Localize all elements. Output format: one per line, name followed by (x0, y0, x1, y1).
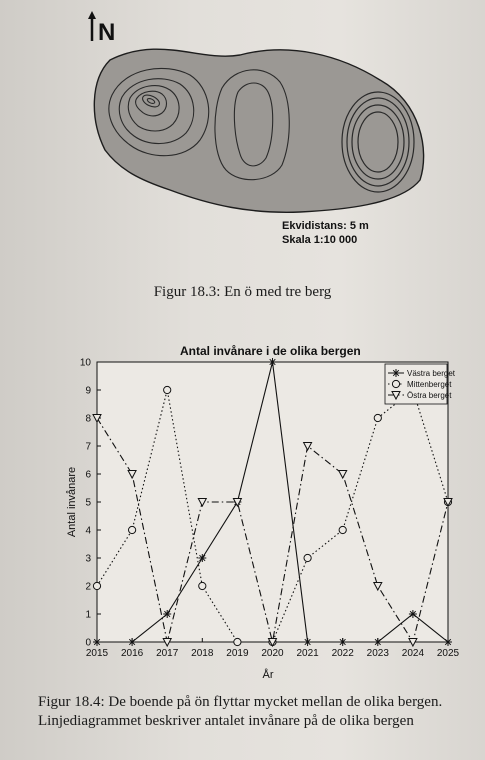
legend-marker (392, 369, 400, 377)
y-tick-label: 1 (85, 609, 91, 621)
data-point (93, 582, 100, 589)
data-point (129, 526, 136, 533)
x-tick-label: 2025 (436, 648, 460, 659)
y-tick-label: 6 (85, 469, 91, 481)
data-point (339, 526, 346, 533)
y-tick-label: 0 (85, 637, 91, 649)
legend-label: Östra berget (407, 391, 452, 400)
data-point (374, 414, 381, 421)
data-point (269, 358, 277, 366)
y-tick-label: 9 (85, 385, 91, 397)
scale-label: Skala 1:10 000 (282, 234, 358, 246)
data-point (164, 386, 171, 393)
y-tick-label: 8 (85, 413, 91, 425)
y-tick-label: 7 (85, 441, 91, 453)
x-tick-label: 2018 (191, 648, 214, 659)
data-point (199, 582, 206, 589)
x-axis-title: År (262, 669, 274, 681)
chart-title: Antal invånare i de olika bergen (180, 344, 361, 358)
x-tick-label: 2016 (120, 648, 144, 659)
data-point (409, 610, 417, 618)
y-tick-label: 2 (85, 581, 91, 593)
data-point (339, 638, 347, 646)
legend-label: Västra berget (407, 369, 456, 378)
y-tick-label: 4 (85, 525, 91, 537)
figure-18-4-caption: Figur 18.4: De boende på ön flyttar mycket mellan de olika bergen. Linjediagrammet beskriver antalet invånare på de olika bergen (38, 694, 443, 729)
north-label: N (98, 19, 116, 46)
data-point (304, 638, 312, 646)
data-point (234, 638, 241, 645)
x-tick-label: 2024 (401, 648, 425, 659)
x-tick-label: 2021 (296, 648, 319, 659)
y-tick-label: 3 (85, 553, 91, 565)
contour-interval-label: Ekvidistans: 5 m (282, 220, 369, 232)
figure-18-3-caption: Figur 18.3: En ö med tre berg (153, 284, 332, 300)
y-tick-label: 5 (85, 497, 91, 509)
y-tick-label: 10 (79, 357, 91, 369)
x-tick-label: 2019 (226, 648, 249, 659)
x-tick-label: 2020 (261, 648, 284, 659)
chart-legend (385, 364, 456, 404)
data-point (198, 554, 206, 562)
x-tick-label: 2022 (331, 648, 354, 659)
x-tick-label: 2015 (85, 648, 109, 659)
data-point (444, 638, 452, 646)
x-tick-label: 2017 (156, 648, 179, 659)
data-point (93, 638, 101, 646)
y-axis-title: Antal invånare (66, 466, 78, 538)
data-point (374, 638, 382, 646)
x-tick-label: 2023 (366, 648, 389, 659)
legend-marker (392, 380, 399, 387)
legend-label: Mittenberget (407, 380, 452, 389)
data-point (304, 554, 311, 561)
data-point (163, 610, 171, 618)
